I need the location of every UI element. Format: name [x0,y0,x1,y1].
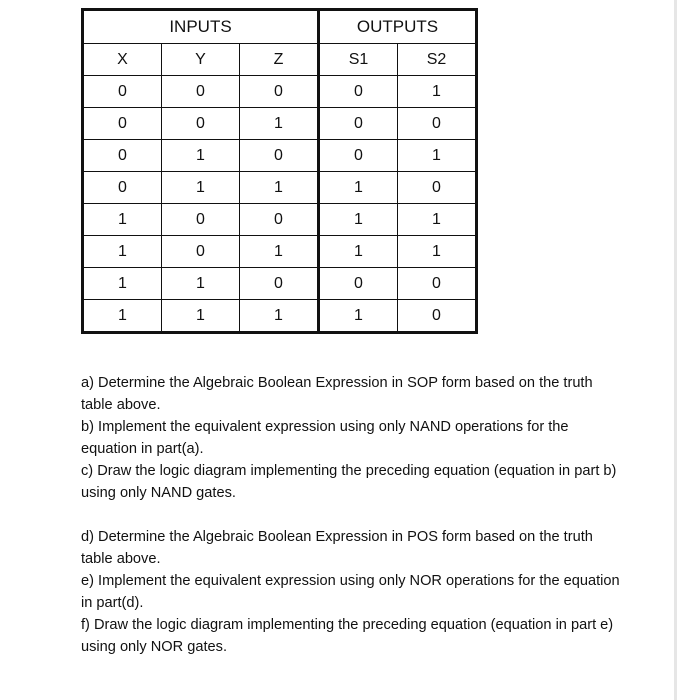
table-cell: 0 [162,108,240,140]
table-row [83,300,477,333]
table-cell: 0 [398,108,477,140]
outputs-header: OUTPUTS [319,10,477,44]
table-cell: 1 [240,236,319,268]
table-row [83,172,477,204]
question-b: b) Implement the equivalent expression using only NAND operations for the equation in part(a). [81,419,569,457]
question-a: a) Determine the Algebraic Boolean Expression in SOP form based on the truth table above. [81,375,593,413]
table-cell: 1 [162,172,240,204]
table-cell: 1 [319,172,398,204]
column-header-x: X [83,44,162,76]
table-cell: 1 [162,268,240,300]
table-cell: 0 [398,268,477,300]
question-list [81,372,621,658]
table-cell: 0 [240,268,319,300]
table-cell: 0 [83,108,162,140]
table-cell: 0 [162,236,240,268]
table-cell: 1 [319,236,398,268]
table-row [83,108,477,140]
table-cell: 0 [319,140,398,172]
table-cell: 1 [319,300,398,333]
column-header-y: Y [162,44,240,76]
table-cell: 0 [240,140,319,172]
table-cell: 1 [162,300,240,333]
column-header-row [83,44,477,76]
table-cell: 0 [319,108,398,140]
table-cell: 1 [83,204,162,236]
table-cell: 0 [83,140,162,172]
truth-table [81,8,478,334]
table-cell: 0 [83,172,162,204]
table-row [83,76,477,108]
table-cell: 1 [319,204,398,236]
table-cell: 1 [398,76,477,108]
table-cell: 1 [83,300,162,333]
question-e: e) Implement the equivalent expression using only NOR operations for the equation in part(d). [81,573,620,611]
question-f: f) Draw the logic diagram implementing the preceding equation (equation in part e) using only NOR gates. [81,617,614,655]
table-cell: 0 [398,172,477,204]
table-cell: 1 [83,236,162,268]
table-cell: 1 [83,268,162,300]
column-header-s1: S1 [319,44,398,76]
table-cell: 0 [319,76,398,108]
question-d: d) Determine the Algebraic Boolean Expression in POS form based on the truth table above. [81,529,593,567]
table-row [83,236,477,268]
table-cell: 0 [240,204,319,236]
table-row [83,204,477,236]
table-cell: 0 [319,268,398,300]
question-c: c) Draw the logic diagram implementing the preceding equation (equation in part b) using only NAND gates. [81,463,617,501]
question-spacer [81,504,621,526]
truth-table-body [83,76,477,333]
table-cell: 1 [398,236,477,268]
table-cell: 1 [240,172,319,204]
table-row [83,268,477,300]
table-cell: 1 [240,108,319,140]
column-header-s2: S2 [398,44,477,76]
table-cell: 1 [162,140,240,172]
table-cell: 0 [162,76,240,108]
table-cell: 0 [398,300,477,333]
table-cell: 0 [162,204,240,236]
table-cell: 0 [83,76,162,108]
table-cell: 1 [398,204,477,236]
table-row [83,140,477,172]
table-cell: 1 [240,300,319,333]
column-header-z: Z [240,44,319,76]
table-cell: 1 [398,140,477,172]
inputs-header: INPUTS [83,10,319,44]
page-edge [674,0,677,700]
table-cell: 0 [240,76,319,108]
group-header-row [83,10,477,44]
